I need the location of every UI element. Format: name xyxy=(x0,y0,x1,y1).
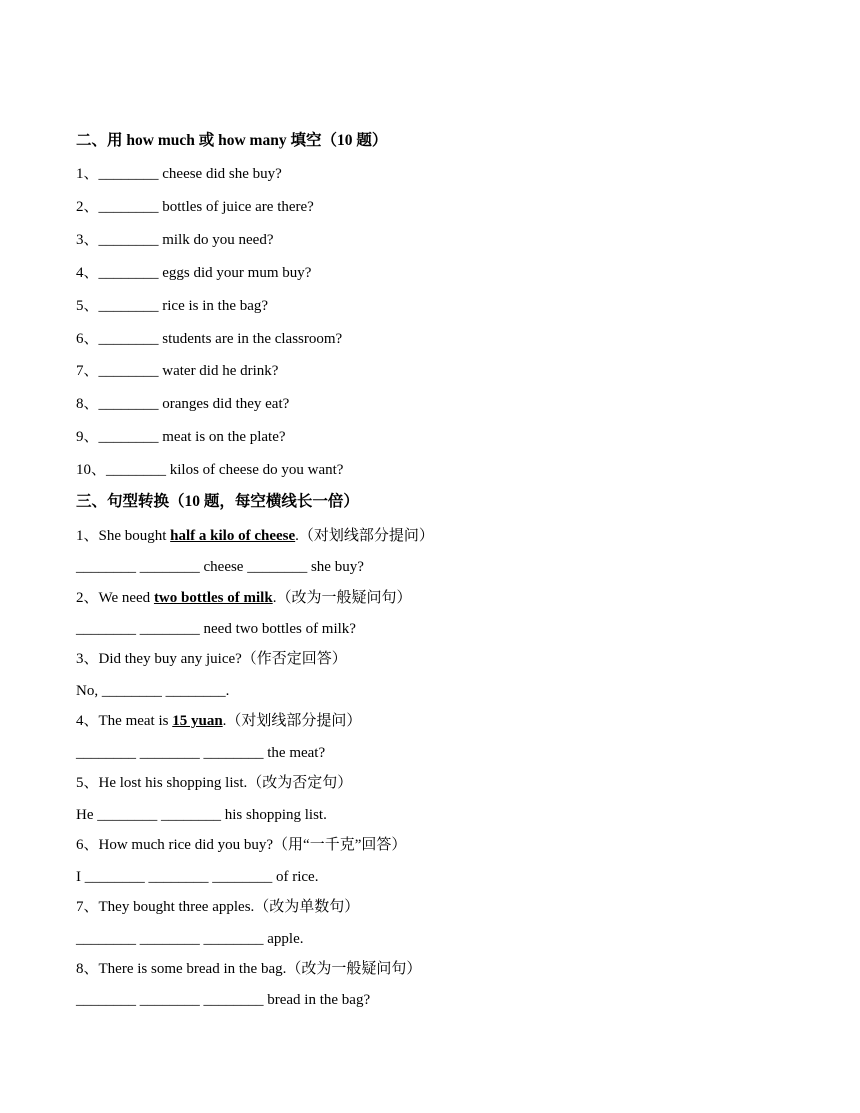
s3-answer-6: I ________ ________ ________ of rice. xyxy=(76,869,319,885)
s3-q4-after: .（对划线部分提问） xyxy=(222,713,362,729)
section-2-heading: 二、用 how much 或 how many 填空（10 题） xyxy=(76,132,388,149)
s3-question-4 xyxy=(76,712,361,730)
s3-answer-2: ________ ________ need two bottles of milk? xyxy=(76,621,356,637)
s3-answer-8: ________ ________ ________ bread in the bag? xyxy=(76,992,371,1008)
s3-question-5: 5、He lost his shopping list.（改为否定句） xyxy=(76,775,353,791)
s3-q4-underlined: 15 yuan xyxy=(172,713,223,729)
s3-q4-before: 4、The meat is xyxy=(76,713,173,729)
s3-q2-underlined: two bottles of milk xyxy=(153,590,273,606)
s2-question-6: 6、________ students are in the classroom? xyxy=(76,331,343,347)
s3-question-2 xyxy=(76,589,411,607)
s2-question-5: 5、________ rice is in the bag? xyxy=(76,298,269,314)
s2-question-8: 8、________ oranges did they eat? xyxy=(76,396,290,412)
s3-q1-after: .（对划线部分提问） xyxy=(295,528,434,544)
section-3-heading: 三、句型转换（10 题，每空横线长一倍） xyxy=(76,493,359,510)
s3-question-1 xyxy=(76,527,434,545)
s2-question-2: 2、________ bottles of juice are there? xyxy=(76,199,314,215)
s3-question-7: 7、They bought three apples.（改为单数句） xyxy=(76,899,360,915)
s2-question-4: 4、________ eggs did your mum buy? xyxy=(76,265,312,281)
s3-q1-before: 1、She bought xyxy=(76,528,171,544)
s2-question-10: 10、________ kilos of cheese do you want? xyxy=(76,462,344,478)
s3-question-6: 6、How much rice did you buy?（用“一千克”回答） xyxy=(76,837,407,853)
s3-q1-underlined: half a kilo of cheese xyxy=(170,528,296,544)
s2-question-9: 9、________ meat is on the plate? xyxy=(76,429,286,445)
s3-question-8: 8、There is some bread in the bag.（改为一般疑问句） xyxy=(76,961,422,977)
s2-question-1: 1、________ cheese did she buy? xyxy=(76,166,282,182)
s3-answer-5: He ________ ________ his shopping list. xyxy=(76,807,327,823)
s3-q2-after: .（改为一般疑问句） xyxy=(272,590,412,606)
s3-question-3: 3、Did they buy any juice?（作否定回答） xyxy=(76,651,347,667)
s3-answer-3: No, ________ ________. xyxy=(76,683,230,699)
s3-answer-1: ________ ________ cheese ________ she buy? xyxy=(76,559,364,575)
s3-q2-before: 2、We need xyxy=(76,590,154,606)
s3-answer-7: ________ ________ ________ apple. xyxy=(76,931,304,947)
s2-question-7: 7、________ water did he drink? xyxy=(76,363,279,379)
s3-answer-4: ________ ________ ________ the meat? xyxy=(76,745,326,761)
s2-question-3: 3、________ milk do you need? xyxy=(76,232,274,248)
